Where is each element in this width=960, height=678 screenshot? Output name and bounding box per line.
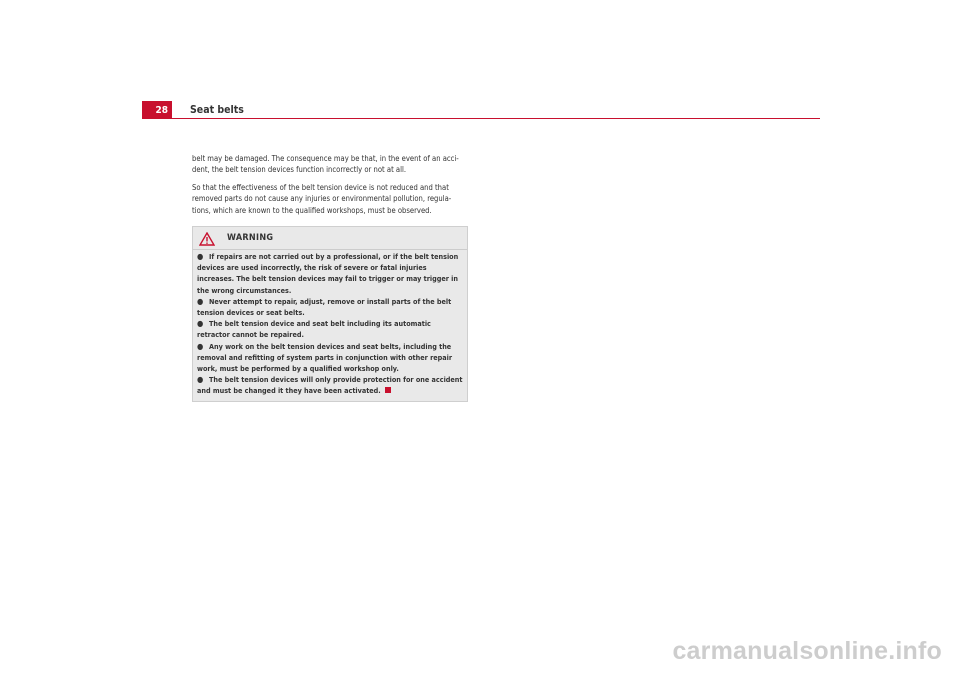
warning-header	[193, 227, 467, 249]
page-header	[142, 101, 820, 119]
bullet-icon: ●	[197, 296, 204, 306]
bullet-icon: ●	[197, 319, 204, 329]
warning-triangle-icon	[199, 231, 215, 245]
bullet-icon: ●	[197, 252, 204, 261]
header-rule	[172, 118, 820, 119]
warning-item: ● If repairs are not carried out by a professional, or if the belt tension devices are used incorrectly, the risk of severe or fatal injuries increases. The belt tension devices may fail to trigger or may trigger in the wrong circumstances.	[197, 252, 459, 295]
warning-list	[193, 251, 467, 397]
bullet-icon: ●	[197, 341, 204, 351]
warning-item: ● Any work on the belt tension devices and seat belts, including the removal and refitting of system parts in conjunction with other repair work, must be performed by a qualified workshop only.	[197, 341, 453, 374]
end-of-section-icon	[385, 387, 391, 393]
warning-item: ● Never attempt to repair, adjust, remove or install parts of the belt tension devices or seat belts.	[197, 296, 452, 318]
section-title: Seat belts	[190, 104, 244, 116]
body-text	[192, 153, 468, 222]
warning-title: WARNING	[227, 233, 274, 243]
warning-item: ● The belt tension devices will only provide protection for one accident and must be changed it they have been activated.	[197, 375, 463, 396]
watermark: carmanualsonline.info	[672, 637, 942, 665]
paragraph: So that the effectiveness of the belt tension device is not reduced and that removed parts do not cause any injuries or environmental pollution, regula-tions, which are known to the qualified workshops, must be observed.	[192, 182, 452, 215]
warning-item: ● The belt tension device and seat belt including its automatic retractor cannot be repaired.	[197, 319, 431, 340]
bullet-icon: ●	[197, 375, 204, 385]
warning-divider	[193, 249, 467, 250]
page-number: 28	[142, 101, 172, 119]
paragraph: belt may be damaged. The consequence may be that, in the event of an acci-dent, the belt tension devices function incorrectly or not at all.	[192, 154, 459, 175]
warning-box	[192, 226, 468, 402]
